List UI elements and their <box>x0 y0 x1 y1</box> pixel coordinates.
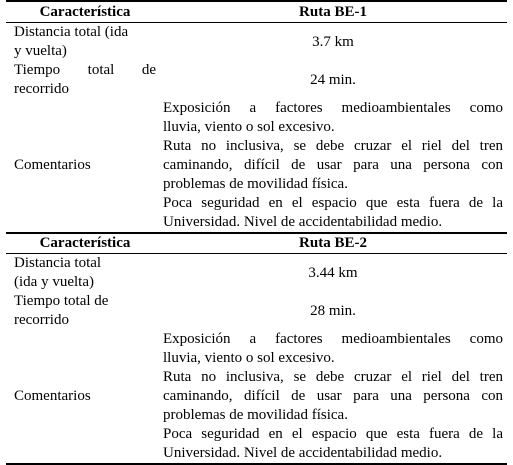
table2-header-route: Ruta BE-2 <box>299 235 367 251</box>
table1-comment-line: lluvia, viento o sol excesivo. <box>163 119 335 135</box>
table1-comment-line: Exposición a factores medioambientales como <box>163 100 503 116</box>
table1-comments-text <box>163 99 503 232</box>
route-comparison-table <box>6 0 507 465</box>
table1-time-label <box>14 61 156 99</box>
table2-header-characteristic: Característica <box>39 235 131 251</box>
table2-distance-label-line2: (ida y vuelta) <box>14 274 94 290</box>
table2-time-value: 28 min. <box>310 302 356 319</box>
table1-comment-line: problemas de movilidad física. <box>163 176 348 192</box>
table2-comment-line: problemas de movilidad física. <box>163 407 348 423</box>
table1-comments-label-cell <box>14 99 156 232</box>
table1-header-route: Ruta BE-1 <box>299 4 367 20</box>
table2-comment-line: Ruta no inclusiva, se debe cruzar el riel del tren <box>163 369 503 385</box>
table2-comment-line: lluvia, viento o sol excesivo. <box>163 350 335 366</box>
table2-comments-text <box>163 330 503 463</box>
table2-comments-label: Comentarios <box>14 388 91 404</box>
table2-comments-label-cell <box>14 330 156 463</box>
table1-time-value-cell <box>163 61 503 99</box>
table1-time-label-line1: Tiempo total de <box>14 62 156 78</box>
table1-time-label-line2: recorrido <box>14 81 69 97</box>
table1-distance-label-line2: y vuelta) <box>14 43 67 59</box>
table1-distance-label-line1: Distancia total (ida <box>14 24 129 40</box>
table1-distance-value: 3.7 km <box>312 33 354 50</box>
table2-distance-label <box>14 254 156 292</box>
table2-time-label-line2: recorrido <box>14 312 69 328</box>
table1-comment-line: caminando, difícil de usar para una persona con <box>163 157 503 173</box>
table1-time-value: 24 min. <box>310 71 356 88</box>
table2-time-label-line1: Tiempo total de <box>14 293 109 309</box>
table2-time-label <box>14 292 156 330</box>
table2-time-value-cell <box>163 292 503 330</box>
table1-header-characteristic: Característica <box>39 4 131 20</box>
table1-comment-line: Universidad. Nivel de accidentabilidad medio. <box>163 214 443 230</box>
table2-comment-line: Universidad. Nivel de accidentabilidad medio. <box>163 445 443 461</box>
table1-comment-line: Poca seguridad en el espacio que esta fuera de la <box>163 195 503 211</box>
table1-distance-value-cell <box>163 23 503 61</box>
table2-comment-line: Poca seguridad en el espacio que esta fuera de la <box>163 426 503 442</box>
table2-distance-value-cell <box>163 254 503 292</box>
table2-comment-line: caminando, difícil de usar para una persona con <box>163 388 503 404</box>
table2-distance-label-line1: Distancia total <box>14 255 102 271</box>
table1-distance-label <box>14 23 156 61</box>
table2-distance-value: 3.44 km <box>308 264 358 281</box>
table1-comment-line: Ruta no inclusiva, se debe cruzar el riel del tren <box>163 138 503 154</box>
table1-comments-label: Comentarios <box>14 157 91 173</box>
table2-comment-line: Exposición a factores medioambientales como <box>163 331 503 347</box>
table1-top-rule <box>6 0 507 2</box>
